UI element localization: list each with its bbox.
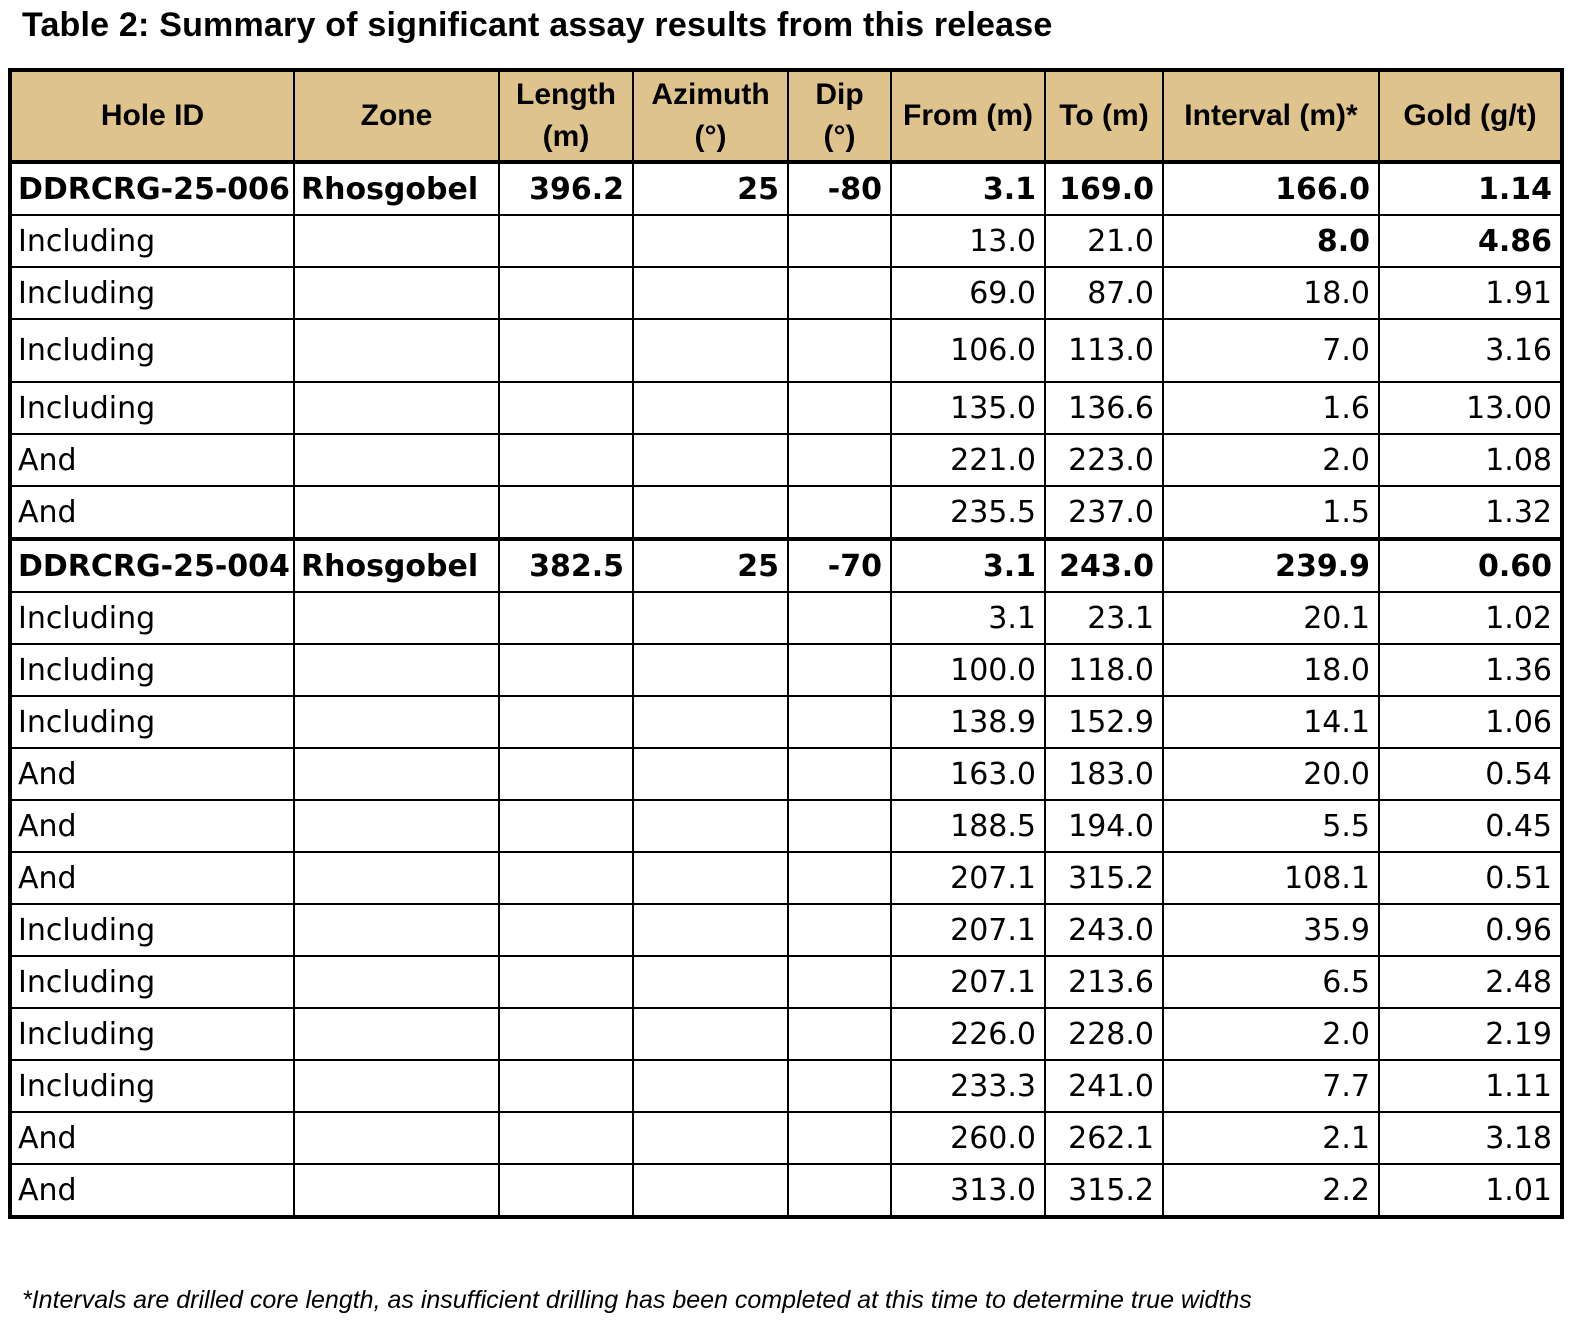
table-row — [10, 904, 1562, 956]
cell-length: 382.5 — [499, 539, 633, 592]
table-row — [10, 592, 1562, 644]
cell-gold: 0.96 — [1379, 904, 1562, 956]
cell-gold: 3.16 — [1379, 319, 1562, 382]
table-row — [10, 800, 1562, 852]
cell-interval: 5.5 — [1163, 800, 1379, 852]
cell-gold: 3.18 — [1379, 1112, 1562, 1164]
cell-to: 194.0 — [1045, 800, 1163, 852]
cell-from: 3.1 — [891, 162, 1045, 215]
cell-to: 87.0 — [1045, 267, 1163, 319]
table-row — [10, 434, 1562, 486]
cell-to: 243.0 — [1045, 539, 1163, 592]
cell-zone — [294, 904, 499, 956]
cell-zone — [294, 319, 499, 382]
cell-length: 396.2 — [499, 162, 633, 215]
cell-label: And — [10, 486, 294, 539]
cell-zone — [294, 1112, 499, 1164]
cell-dip — [788, 267, 891, 319]
cell-to: 315.2 — [1045, 1164, 1163, 1217]
assay-table-container — [8, 68, 1560, 1219]
cell-from: 3.1 — [891, 592, 1045, 644]
cell-azimuth — [633, 319, 788, 382]
cell-to: 213.6 — [1045, 956, 1163, 1008]
cell-dip — [788, 215, 891, 267]
header-azimuth: Azimuth (°) — [633, 70, 788, 162]
cell-length — [499, 319, 633, 382]
cell-length — [499, 1008, 633, 1060]
cell-to: 21.0 — [1045, 215, 1163, 267]
cell-dip — [788, 956, 891, 1008]
header-from: From (m) — [891, 70, 1045, 162]
cell-interval: 2.0 — [1163, 434, 1379, 486]
cell-from: 138.9 — [891, 696, 1045, 748]
cell-azimuth — [633, 1060, 788, 1112]
cell-gold: 0.45 — [1379, 800, 1562, 852]
cell-from: 106.0 — [891, 319, 1045, 382]
cell-gold: 1.36 — [1379, 644, 1562, 696]
cell-interval: 18.0 — [1163, 267, 1379, 319]
cell-zone — [294, 800, 499, 852]
cell-to: 152.9 — [1045, 696, 1163, 748]
cell-to: 113.0 — [1045, 319, 1163, 382]
cell-to: 23.1 — [1045, 592, 1163, 644]
cell-interval: 7.7 — [1163, 1060, 1379, 1112]
cell-azimuth — [633, 904, 788, 956]
cell-from: 221.0 — [891, 434, 1045, 486]
cell-azimuth — [633, 800, 788, 852]
cell-length — [499, 382, 633, 434]
cell-length — [499, 1112, 633, 1164]
cell-zone — [294, 434, 499, 486]
cell-gold: 1.91 — [1379, 267, 1562, 319]
cell-zone — [294, 748, 499, 800]
cell-to: 118.0 — [1045, 644, 1163, 696]
cell-length — [499, 644, 633, 696]
cell-zone — [294, 1008, 499, 1060]
cell-from: 260.0 — [891, 1112, 1045, 1164]
cell-gold: 1.01 — [1379, 1164, 1562, 1217]
cell-dip: -80 — [788, 162, 891, 215]
cell-to: 315.2 — [1045, 852, 1163, 904]
cell-from: 100.0 — [891, 644, 1045, 696]
cell-label: And — [10, 1112, 294, 1164]
table-row — [10, 852, 1562, 904]
cell-azimuth — [633, 852, 788, 904]
cell-zone — [294, 644, 499, 696]
cell-from: 207.1 — [891, 956, 1045, 1008]
cell-interval: 2.1 — [1163, 1112, 1379, 1164]
cell-zone — [294, 592, 499, 644]
cell-from: 226.0 — [891, 1008, 1045, 1060]
cell-gold: 1.08 — [1379, 434, 1562, 486]
cell-zone — [294, 852, 499, 904]
cell-label: Including — [10, 319, 294, 382]
cell-zone — [294, 267, 499, 319]
cell-gold: 1.14 — [1379, 162, 1562, 215]
cell-dip — [788, 904, 891, 956]
cell-length — [499, 592, 633, 644]
cell-dip — [788, 696, 891, 748]
cell-azimuth — [633, 956, 788, 1008]
cell-azimuth — [633, 267, 788, 319]
cell-from: 163.0 — [891, 748, 1045, 800]
cell-label: Including — [10, 644, 294, 696]
cell-gold: 1.06 — [1379, 696, 1562, 748]
cell-azimuth — [633, 696, 788, 748]
cell-azimuth — [633, 1164, 788, 1217]
cell-from: 207.1 — [891, 852, 1045, 904]
table-row — [10, 644, 1562, 696]
cell-azimuth — [633, 486, 788, 539]
cell-interval: 20.0 — [1163, 748, 1379, 800]
cell-interval: 6.5 — [1163, 956, 1379, 1008]
cell-interval: 108.1 — [1163, 852, 1379, 904]
cell-to: 136.6 — [1045, 382, 1163, 434]
header-hole-id: Hole ID — [10, 70, 294, 162]
cell-length — [499, 904, 633, 956]
cell-label: And — [10, 748, 294, 800]
cell-interval: 1.5 — [1163, 486, 1379, 539]
cell-azimuth: 25 — [633, 539, 788, 592]
cell-zone: Rhosgobel — [294, 539, 499, 592]
header-zone: Zone — [294, 70, 499, 162]
cell-label: Including — [10, 592, 294, 644]
cell-length — [499, 1060, 633, 1112]
table-row-hole — [10, 539, 1562, 592]
cell-interval: 14.1 — [1163, 696, 1379, 748]
cell-azimuth — [633, 434, 788, 486]
cell-interval: 7.0 — [1163, 319, 1379, 382]
cell-dip — [788, 1060, 891, 1112]
cell-zone — [294, 1060, 499, 1112]
cell-azimuth — [633, 1008, 788, 1060]
cell-to: 223.0 — [1045, 434, 1163, 486]
cell-length — [499, 434, 633, 486]
cell-to: 237.0 — [1045, 486, 1163, 539]
cell-label: DDRCRG-25-006 — [10, 162, 294, 215]
table-row — [10, 1112, 1562, 1164]
header-gold: Gold (g/t) — [1379, 70, 1562, 162]
header-row — [10, 70, 1562, 162]
cell-from: 13.0 — [891, 215, 1045, 267]
table-row — [10, 215, 1562, 267]
cell-label: Including — [10, 1008, 294, 1060]
cell-gold: 0.54 — [1379, 748, 1562, 800]
cell-gold: 4.86 — [1379, 215, 1562, 267]
cell-length — [499, 956, 633, 1008]
table-row-hole — [10, 162, 1562, 215]
cell-length — [499, 748, 633, 800]
cell-label: Including — [10, 382, 294, 434]
cell-to: 241.0 — [1045, 1060, 1163, 1112]
cell-interval: 2.2 — [1163, 1164, 1379, 1217]
cell-gold: 2.48 — [1379, 956, 1562, 1008]
cell-to: 262.1 — [1045, 1112, 1163, 1164]
cell-interval: 166.0 — [1163, 162, 1379, 215]
cell-zone — [294, 1164, 499, 1217]
cell-zone — [294, 696, 499, 748]
cell-zone — [294, 215, 499, 267]
cell-dip — [788, 1164, 891, 1217]
cell-gold: 1.11 — [1379, 1060, 1562, 1112]
assay-results-table — [8, 68, 1564, 1219]
cell-length — [499, 1164, 633, 1217]
cell-interval: 239.9 — [1163, 539, 1379, 592]
table-row — [10, 696, 1562, 748]
cell-gold: 2.19 — [1379, 1008, 1562, 1060]
table-row — [10, 319, 1562, 382]
cell-label: Including — [10, 956, 294, 1008]
cell-from: 188.5 — [891, 800, 1045, 852]
cell-zone — [294, 486, 499, 539]
cell-dip — [788, 852, 891, 904]
cell-label: DDRCRG-25-004 — [10, 539, 294, 592]
cell-to: 243.0 — [1045, 904, 1163, 956]
table-body — [10, 162, 1562, 1217]
header-to: To (m) — [1045, 70, 1163, 162]
cell-azimuth — [633, 748, 788, 800]
cell-interval: 2.0 — [1163, 1008, 1379, 1060]
cell-dip — [788, 800, 891, 852]
cell-from: 235.5 — [891, 486, 1045, 539]
table-row — [10, 956, 1562, 1008]
cell-label: Including — [10, 267, 294, 319]
table-row — [10, 1164, 1562, 1217]
cell-azimuth — [633, 644, 788, 696]
footnote: *Intervals are drilled core length, as insufficient drilling has been completed at this time to determine true widths — [22, 1286, 1252, 1314]
cell-zone — [294, 956, 499, 1008]
cell-dip — [788, 382, 891, 434]
cell-label: Including — [10, 904, 294, 956]
cell-interval: 20.1 — [1163, 592, 1379, 644]
cell-from: 207.1 — [891, 904, 1045, 956]
cell-interval: 35.9 — [1163, 904, 1379, 956]
cell-dip — [788, 748, 891, 800]
cell-length — [499, 267, 633, 319]
cell-azimuth — [633, 592, 788, 644]
cell-dip — [788, 1008, 891, 1060]
cell-interval: 8.0 — [1163, 215, 1379, 267]
cell-label: Including — [10, 1060, 294, 1112]
table-row — [10, 382, 1562, 434]
cell-dip — [788, 486, 891, 539]
cell-zone — [294, 382, 499, 434]
cell-label: And — [10, 1164, 294, 1217]
table-title: Table 2: Summary of significant assay results from this release — [22, 6, 1053, 44]
cell-gold: 1.32 — [1379, 486, 1562, 539]
cell-from: 135.0 — [891, 382, 1045, 434]
cell-from: 3.1 — [891, 539, 1045, 592]
cell-azimuth — [633, 382, 788, 434]
table-row — [10, 1008, 1562, 1060]
header-dip: Dip (°) — [788, 70, 891, 162]
cell-interval: 18.0 — [1163, 644, 1379, 696]
cell-zone: Rhosgobel — [294, 162, 499, 215]
table-row — [10, 486, 1562, 539]
cell-length — [499, 852, 633, 904]
cell-dip — [788, 592, 891, 644]
cell-azimuth — [633, 1112, 788, 1164]
cell-dip — [788, 644, 891, 696]
cell-label: And — [10, 434, 294, 486]
cell-label: Including — [10, 215, 294, 267]
cell-length — [499, 486, 633, 539]
cell-length — [499, 800, 633, 852]
table-row — [10, 267, 1562, 319]
cell-label: And — [10, 800, 294, 852]
cell-from: 233.3 — [891, 1060, 1045, 1112]
cell-to: 169.0 — [1045, 162, 1163, 215]
cell-gold: 0.60 — [1379, 539, 1562, 592]
cell-azimuth — [633, 215, 788, 267]
cell-to: 228.0 — [1045, 1008, 1163, 1060]
table-row — [10, 1060, 1562, 1112]
cell-label: Including — [10, 696, 294, 748]
cell-azimuth: 25 — [633, 162, 788, 215]
cell-gold: 13.00 — [1379, 382, 1562, 434]
cell-dip: -70 — [788, 539, 891, 592]
cell-from: 69.0 — [891, 267, 1045, 319]
cell-gold: 1.02 — [1379, 592, 1562, 644]
cell-dip — [788, 319, 891, 382]
header-interval: Interval (m)* — [1163, 70, 1379, 162]
cell-interval: 1.6 — [1163, 382, 1379, 434]
cell-gold: 0.51 — [1379, 852, 1562, 904]
cell-label: And — [10, 852, 294, 904]
cell-dip — [788, 1112, 891, 1164]
cell-length — [499, 696, 633, 748]
cell-from: 313.0 — [891, 1164, 1045, 1217]
header-length: Length (m) — [499, 70, 633, 162]
cell-length — [499, 215, 633, 267]
cell-to: 183.0 — [1045, 748, 1163, 800]
cell-dip — [788, 434, 891, 486]
table-row — [10, 748, 1562, 800]
